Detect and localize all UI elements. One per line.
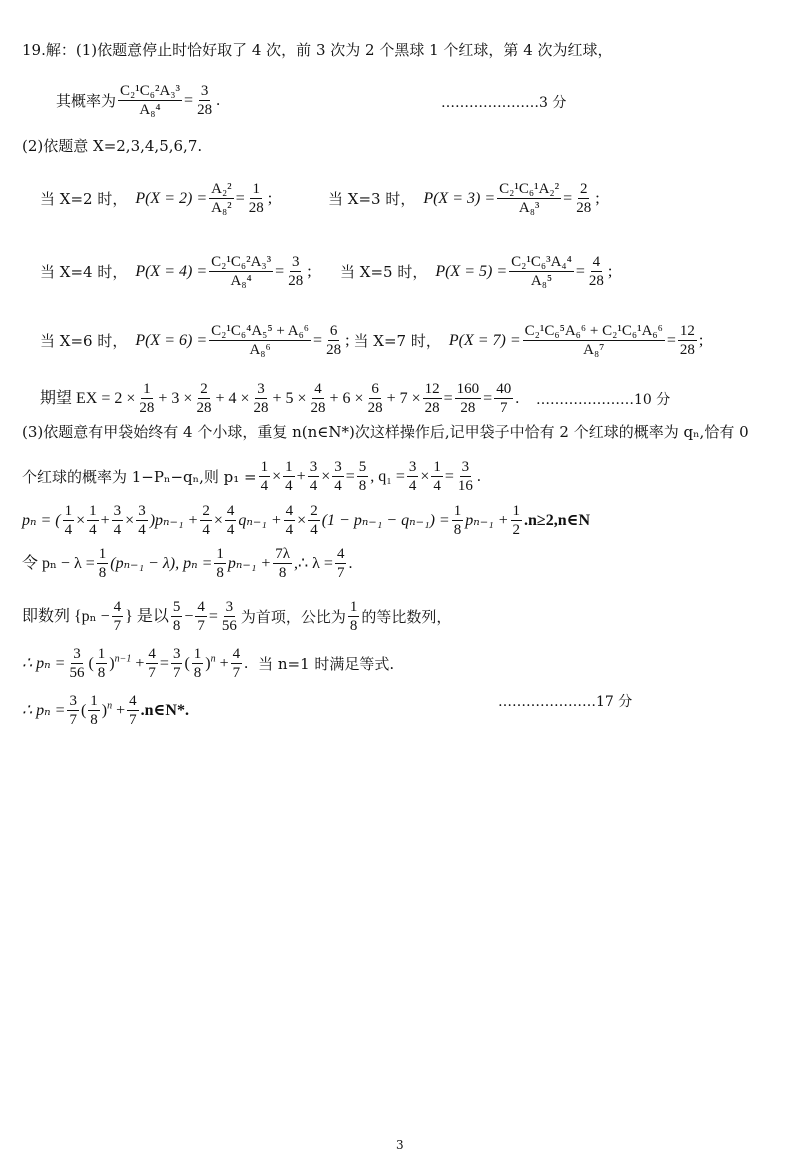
fraction-denominator: A₈³ [518,200,540,216]
x3-fraction [497,180,561,217]
fraction-numerator: C₂¹C₆³A₄⁴ [511,254,572,270]
fraction-denominator: A₈⁶ [249,342,271,358]
q19-intro-text: 19.解：(1)依题意停止时恰好取了 4 次，前 3 次为 2 个黑球 1 个红球，第 4 次为红球， [22,41,613,59]
fraction-denominator: A₈⁷ [583,342,605,358]
ex-plus-1: + 3 × [158,389,193,407]
fraction-denominator: 7 [197,618,205,634]
frac-1-4 [87,502,99,539]
fraction-numerator: 2 [579,181,588,197]
fraction-numerator: C₂¹C₆⁵A₆⁶ + C₂¹C₆¹A₆⁶ [524,323,663,339]
fraction-denominator: 56 [69,665,85,681]
x4-fraction [209,253,273,290]
fraction-denominator: 4 [408,478,417,494]
frac-2-4 [308,502,320,539]
ex-term-1 [137,380,156,417]
fraction-denominator: 28 [248,200,264,216]
ex-term-6 [423,380,442,417]
frac-1-8 [88,692,100,729]
fraction-denominator: 4 [138,522,146,538]
expectation-line: 期望 EX = 2 × $\frac{1}{28}$ + 3 × $\frac{2}{28}$ + 4 × $\frac{3}{28}$ + 5 × $\frac{4}{28}$ + 6 × $\frac{6}{28}$ + 7 × $\frac{12}{28}$ = $\frac{160}{28}$ = $\frac{40}{7}$ . [40,381,520,416]
fraction-numerator: 4 [336,546,345,562]
fraction-denominator: 7 [172,665,181,681]
x2-expr: P(X = 2) = [135,189,208,207]
x2-lead: 当 X=2 时， [40,189,128,208]
frac-2-4 [200,502,212,539]
fraction-denominator: 7 [113,618,122,634]
fraction-numerator: 1 [252,181,260,197]
score-10: …………………10 分 [536,392,671,408]
x5-expr: P(X = 5) = [435,262,508,280]
res2-lead: ∴ pₙ = [22,701,66,719]
fraction-denominator: 8 [278,565,287,581]
fraction-denominator: 28 [460,400,476,416]
q19-p1-prob-line: 其概率为 $\frac{\text{C₂¹C₆²A₃³}}{\text{A₈⁴}}$ = $\frac{3}{28}$ . [56,83,221,118]
fraction-numerator: 1 [453,503,462,519]
ex-result [494,380,513,417]
ex-term-3 [251,380,270,417]
lam-lead: 令 pₙ − λ = [22,554,95,572]
x5-fraction [509,253,574,290]
fraction-numerator: 3 [200,83,209,99]
geo-mid: } 是以 [125,607,169,625]
q19-intro-line [22,40,613,60]
geo-tail: 的等比数列， [361,607,452,626]
x5-lead: 当 X=5 时， [340,262,428,281]
fraction-denominator: 7 [336,565,345,581]
fraction-denominator: 8 [453,522,462,538]
fraction-numerator: 1 [143,381,151,397]
ex-term-5 [366,380,385,417]
x7-lead: 当 X=7 时， [353,331,441,350]
x5-result [587,253,606,290]
fraction-numerator: 4 [592,254,601,270]
ex-plus-3: + 5 × [272,389,307,407]
x4-result [286,253,305,290]
lambda-line: 令 pₙ − λ = $\frac{1}{8}$ (pₙ₋₁ − λ), pₙ = $\frac{1}{8}$ pₙ₋₁ + $\frac{7\lambda}{8}$ ,∴ λ = $\frac{4}{7}$ . [22,546,353,581]
fraction-denominator: 7 [69,712,77,728]
result-line-2: ∴ pₙ = $\frac{3}{7}$ ( $\frac{1}{8}$ )$^n$ + $\frac{4}{7}$ .n∈N*. [22,693,189,728]
frac-3-56 [220,598,239,635]
fraction-numerator: 1 [433,459,441,475]
frac-4-4 [284,502,296,539]
fraction-numerator: 4 [285,503,294,519]
frac-1-8 [214,545,226,582]
frac-1-8 [96,645,108,682]
frac-1-2 [511,502,523,539]
p3-line-1 [22,422,749,442]
x5-line: 当 X=5 时， P(X = 5) = $\frac{\text{C₂¹C₆³A₄⁴}}{\text{A₈⁵}}$ = $\frac{4}{28}$ ; [340,254,613,289]
fraction-numerator: 3 [334,459,342,475]
fraction-denominator: 8 [193,665,202,681]
fraction-denominator: 28 [576,200,592,216]
frac-5-8 [171,598,183,635]
frac-1-4 [259,458,271,495]
rec-a: )pₙ₋₁ + [149,511,199,529]
fraction-numerator: 1 [64,503,73,519]
fraction-denominator: 16 [457,478,473,494]
frac-5-8 [357,458,369,495]
frac-3-7 [67,692,79,729]
fraction-denominator: 4 [64,522,73,538]
x7-expr: P(X = 7) = [448,331,521,349]
fraction-numerator: 4 [129,693,137,709]
fraction-denominator: 4 [89,522,97,538]
frac-1-4 [431,458,443,495]
q19-p2-intro [22,136,202,156]
fraction-numerator: 2 [200,381,208,397]
fraction-numerator: 1 [216,546,224,562]
frac-4-7 [231,645,243,682]
rec-lead: pₙ = ( [22,511,61,529]
frac-1-4 [283,458,295,495]
fraction-numerator: 7λ [275,546,290,562]
fraction-numerator: 3 [138,503,146,519]
fraction-denominator: 8 [90,712,98,728]
fraction-denominator: 4 [202,522,210,538]
fraction-denominator: 4 [334,478,342,494]
fraction-numerator: 12 [679,323,695,339]
frac-3-7 [171,645,183,682]
fraction-denominator: 28 [288,273,304,289]
fraction-denominator: 28 [196,400,212,416]
x3-expr: P(X = 3) = [423,189,496,207]
x3-result [574,180,593,217]
fraction-denominator: 4 [310,522,318,538]
ex-sum [455,380,482,417]
fraction-numerator: 1 [349,599,358,615]
x2-line: 当 X=2 时， P(X = 2) = $\frac{\text{A₂²}}{\text{A₈²}}$ = $\frac{1}{28}$ ; [40,181,273,216]
fraction-denominator: A₈² [211,200,232,216]
fraction-denominator: 28 [367,400,383,416]
p1-prob-fraction [118,82,182,119]
fraction-denominator: 4 [433,478,441,494]
fraction-numerator: 1 [285,459,293,475]
fraction-numerator: 160 [456,381,480,397]
fraction-numerator: 4 [232,646,241,662]
fraction-numerator: 1 [98,546,107,562]
x6-line: 当 X=6 时， P(X = 6) = $\frac{\text{C₂¹C₆⁴A₅⁵ + A₆⁶}}{\text{A₈⁶}}$ = $\frac{6}{28}$ ; 当 X=7 时， P(X = 7) = $\frac{\text{C₂¹C₆⁵A₆⁶ + C₂¹C₆¹A₆⁶}}{\text{A₈⁷}}$ = $\frac{12}{28}$ ; [40,323,704,358]
frac-4-4 [225,502,237,539]
frac-4-7 [335,545,347,582]
ex-plus-5: + 7 × [386,389,421,407]
fraction-denominator: 8 [358,478,367,494]
ex-lead: 期望 EX = 2 × [40,389,136,407]
fraction-denominator: A₈⁴ [230,273,252,289]
fraction-numerator: 3 [309,459,318,475]
x3-lead: 当 X=3 时， [328,189,416,208]
x7-result [678,322,697,359]
fraction-denominator: 8 [98,565,107,581]
x2-result [247,180,266,217]
fraction-numerator: 3 [257,381,265,397]
ex-term-4 [309,380,328,417]
fraction-numerator: C₂¹C₆¹A₂² [499,181,560,197]
fraction-denominator: 4 [309,478,318,494]
fraction-numerator: 3 [291,254,300,270]
frac-4-7 [112,598,124,635]
frac-1-8 [348,598,360,635]
p3-l2-mid: , q₁ = [370,467,405,485]
fraction-denominator: 28 [253,400,269,416]
p1-prob-lead: 其概率为 [56,91,117,110]
fraction-denominator: 7 [232,665,241,681]
fraction-numerator: 1 [260,459,269,475]
x3-line: 当 X=3 时， P(X = 3) = $\frac{\text{C₂¹C₆¹A₂²}}{\text{A₈³}}$ = $\frac{2}{28}$ ; [328,181,600,216]
fraction-numerator: 2 [202,503,210,519]
score-3: …………………3 分 [441,95,567,111]
fraction-denominator: 4 [113,522,122,538]
fraction-denominator: 28 [197,102,213,118]
fraction-numerator: 3 [69,693,77,709]
x4-line: 当 X=4 时， P(X = 4) = $\frac{\text{C₂¹C₆²A₃³}}{\text{A₈⁴}}$ = $\frac{3}{28}$ ; [40,254,312,289]
fraction-numerator: 4 [226,503,235,519]
res1-lead: ∴ pₙ = [22,654,66,672]
frac-1-8 [192,645,204,682]
frac-4-7 [195,598,207,635]
p1-prob-result [195,82,214,119]
geometric-line: 即数列 {pₙ − $\frac{4}{7}$ } 是以 $\frac{5}{8}$ − $\frac{4}{7}$ = $\frac{3}{56}$ 为首项，公比为 $\frac{1}{8}$ 的等比数列， [22,599,452,634]
fraction-numerator: 5 [358,459,367,475]
lam-tail: ,∴ λ = [293,554,333,572]
fraction-denominator: 4 [285,478,293,494]
geo-lead: 即数列 {pₙ − [22,607,110,625]
fraction-numerator: 3 [461,459,470,475]
fraction-numerator: 5 [172,599,181,615]
fraction-numerator: A₂² [211,181,232,197]
frac-1-8 [452,502,464,539]
frac-3-4 [407,458,419,495]
frac-4-7 [127,692,139,729]
res2-tail: .n∈N*. [140,701,189,719]
fraction-denominator: 4 [285,522,294,538]
fraction-denominator: 7 [129,712,137,728]
fraction-numerator: 6 [371,381,379,397]
fraction-numerator: 1 [193,646,202,662]
frac-7l-8 [273,545,292,582]
x6-fraction [209,322,311,359]
fraction-numerator: 3 [113,503,122,519]
x6-lead: 当 X=6 时， [40,331,128,350]
fraction-numerator: 3 [225,599,234,615]
fraction-denominator: 7 [148,665,156,681]
x4-expr: P(X = 4) = [135,262,208,280]
x2-fraction [209,180,234,217]
p3-line-2: 个红球的概率为 1−Pₙ−qₙ,则 p₁ = $\frac{1}{4}$ × $\frac{1}{4}$ + $\frac{3}{4}$ × $\frac{3}{4}$ = $\frac{5}{8}$ , q₁ = $\frac{3}{4}$ × $\frac{1}{4}$ = $\frac{3}{16}$ . [22,459,481,494]
fraction-denominator: 8 [216,565,224,581]
fraction-numerator: 4 [314,381,322,397]
fraction-numerator: C₂¹C₆⁴A₅⁵ + A₆⁶ [211,323,310,339]
fraction-denominator: 28 [326,342,342,358]
p3-l2-lead: 个红球的概率为 1−Pₙ−qₙ,则 p₁ = [22,467,257,486]
lam-mid2: pₙ₋₁ + [227,554,272,572]
fraction-numerator: 6 [329,323,338,339]
rec-tail: .n≥2,n∈N [524,511,590,529]
fraction-numerator: 12 [424,381,440,397]
fraction-numerator: 3 [73,646,81,662]
fraction-numerator: 3 [172,646,181,662]
fraction-denominator: 8 [349,618,358,634]
page-number: 3 [396,1138,404,1152]
fraction-numerator: 4 [148,646,156,662]
ex-plus-2: + 4 × [215,389,250,407]
fraction-denominator: 8 [97,665,106,681]
fraction-denominator: 4 [226,522,235,538]
fraction-denominator: 28 [310,400,326,416]
rec-b: qₙ₋₁ + [238,511,282,529]
frac-3-4 [136,502,148,539]
frac-3-16 [456,458,475,495]
x4-lead: 当 X=4 时， [40,262,128,281]
ex-term-2 [194,380,213,417]
fraction-numerator: 1 [512,503,521,519]
fraction-denominator: 2 [512,522,521,538]
frac-1-8 [97,545,109,582]
fraction-numerator: 1 [90,693,98,709]
fraction-numerator: 2 [310,503,318,519]
frac-3-4 [308,458,320,495]
lam-mid: (pₙ₋₁ − λ), pₙ = [110,554,213,572]
fraction-numerator: 4 [197,599,205,615]
res1-tail: 当 n=1 时满足等式. [258,654,395,673]
frac-4-7 [146,645,158,682]
fraction-denominator: 56 [221,618,237,634]
p3-intro-text: (3)依题意有甲袋始终有 4 个小球，重复 n(n∈N*)次这样操作后,记甲袋子中恰有 2 个红球的概率为 qₙ,恰有 0 [22,423,749,441]
p2-intro-text: (2)依题意 X=2,3,4,5,6,7. [22,137,203,155]
fraction-numerator: 1 [89,503,97,519]
x6-result [324,322,343,359]
fraction-denominator: 28 [139,400,155,416]
rec-d: pₙ₋₁ + [465,511,509,529]
frac-3-4 [332,458,344,495]
frac-3-56 [67,645,86,682]
rec-c: (1 − pₙ₋₁ − qₙ₋₁) = [321,511,450,529]
x7-fraction [523,322,665,359]
fraction-denominator: 28 [588,273,604,289]
fraction-denominator: 8 [172,618,181,634]
fraction-denominator: 28 [679,342,695,358]
recurrence-line: pₙ = ( $\frac{1}{4}$ × $\frac{1}{4}$ + $\frac{3}{4}$ × $\frac{3}{4}$ )pₙ₋₁ + $\frac{2}{4}$ × $\frac{4}{4}$ qₙ₋₁ + $\frac{4}{4}$ × $\frac{2}{4}$ (1 − pₙ₋₁ − qₙ₋₁) = $\frac{1}{8}$ pₙ₋₁ + $\frac{1}{2}$ .n≥2,n∈N [22,503,590,538]
fraction-numerator: C₂¹C₆²A₃³ [211,254,272,270]
x6-expr: P(X = 6) = [135,331,208,349]
result-line-1: ∴ pₙ = $\frac{3}{56}$ ( $\frac{1}{8}$ )$^{n-1}$ + $\frac{4}{7}$ = $\frac{3}{7}$ ( $\frac{1}{8}$ )$^n$ + $\frac{4}{7}$ . 当 n=1 时满足等式. [22,646,395,681]
fraction-numerator: 1 [97,646,106,662]
fraction-denominator: A₈⁵ [530,273,553,289]
fraction-numerator: C₂¹C₆²A₃³ [120,83,181,99]
fraction-denominator: 28 [424,400,440,416]
fraction-numerator: 4 [113,599,122,615]
ex-plus-4: + 6 × [329,389,364,407]
fraction-denominator: 4 [260,478,269,494]
geo-mid2: 为首项，公比为 [240,607,346,626]
frac-1-4 [63,502,75,539]
frac-3-4 [112,502,124,539]
fraction-denominator: 7 [499,400,508,416]
fraction-numerator: 3 [408,459,417,475]
fraction-numerator: 40 [496,381,512,397]
score-17: …………………17 分 [498,694,633,710]
fraction-denominator: A₈⁴ [139,102,161,118]
